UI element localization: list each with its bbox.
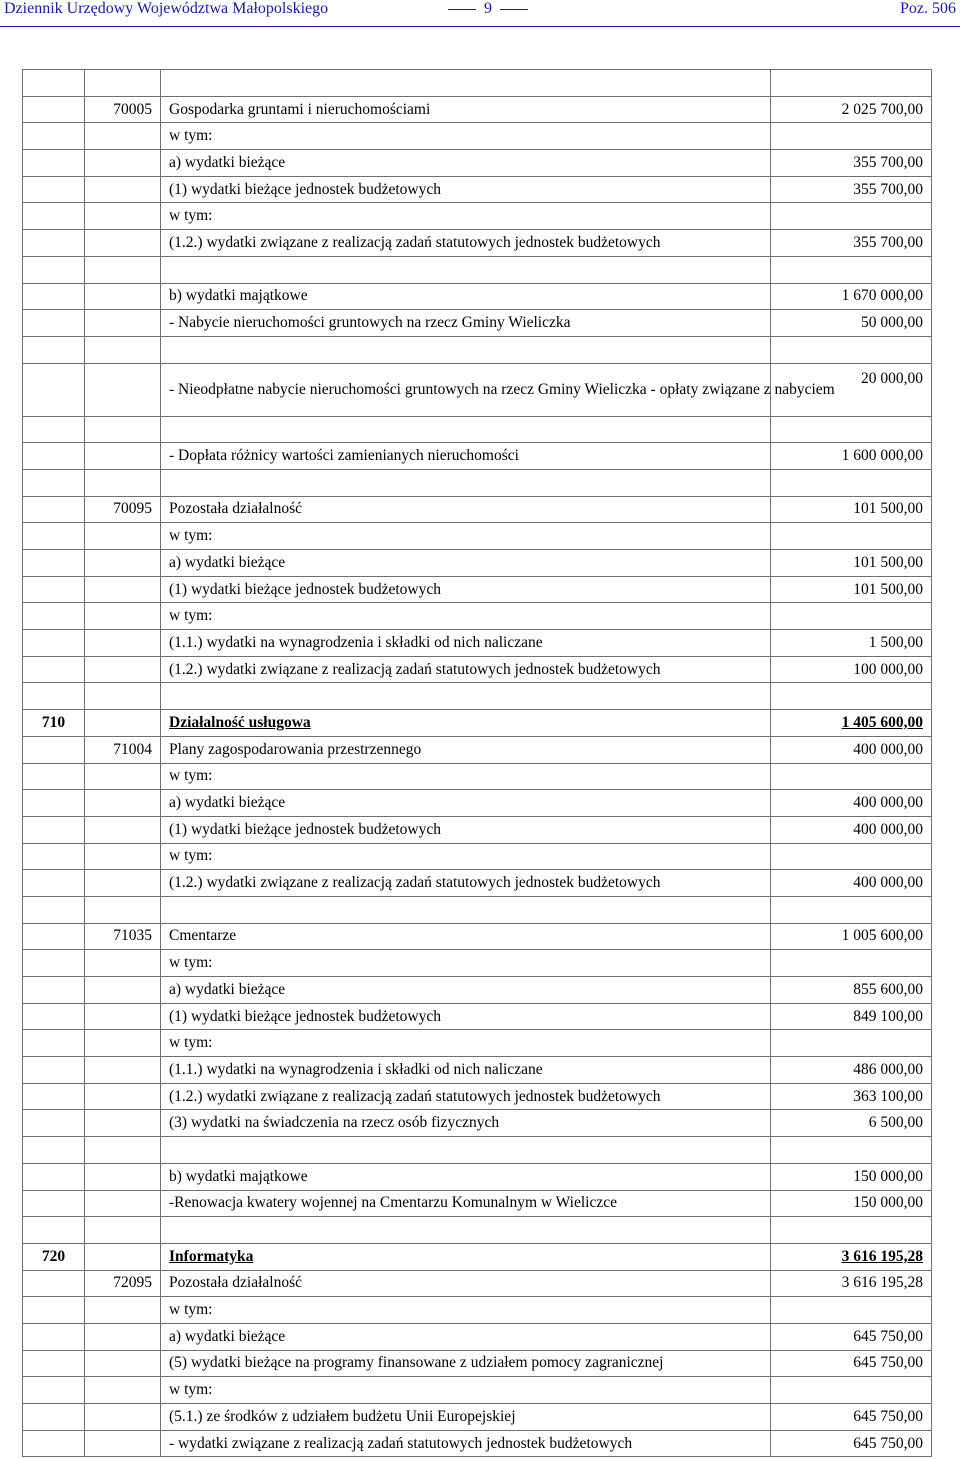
chapter-code-cell bbox=[85, 1404, 161, 1431]
description-cell: a) wydatki bieżące bbox=[161, 1323, 771, 1350]
amount-cell: 1 500,00 bbox=[771, 630, 932, 657]
page-number-dash-left bbox=[448, 9, 476, 10]
budget-table bbox=[22, 69, 932, 1457]
section-code-cell bbox=[23, 123, 85, 150]
table-row bbox=[23, 896, 932, 923]
chapter-code-cell bbox=[85, 1297, 161, 1324]
section-code-cell bbox=[23, 1270, 85, 1297]
chapter-code-cell bbox=[85, 1163, 161, 1190]
chapter-code-cell bbox=[85, 1323, 161, 1350]
amount-cell: 645 750,00 bbox=[771, 1430, 932, 1457]
chapter-code-cell bbox=[85, 843, 161, 870]
amount-cell bbox=[771, 950, 932, 977]
description-cell: a) wydatki bieżące bbox=[161, 550, 771, 577]
section-code-cell bbox=[23, 1110, 85, 1137]
description-cell: (1.2.) wydatki związane z realizacją zadań statutowych jednostek budżetowych bbox=[161, 656, 771, 683]
amount-cell bbox=[771, 896, 932, 923]
section-code-cell bbox=[23, 203, 85, 230]
section-code-cell bbox=[23, 950, 85, 977]
chapter-code-cell bbox=[85, 603, 161, 630]
section-code-cell bbox=[23, 469, 85, 496]
chapter-code-cell bbox=[85, 630, 161, 657]
section-code-cell bbox=[23, 763, 85, 790]
chapter-code-cell: 70005 bbox=[85, 96, 161, 123]
amount-cell: 400 000,00 bbox=[771, 870, 932, 897]
chapter-code-cell bbox=[85, 310, 161, 337]
section-code-cell bbox=[23, 977, 85, 1004]
table-row bbox=[23, 1137, 932, 1164]
description-cell: - Dopłata różnicy wartości zamienianych nieruchomości bbox=[161, 443, 771, 470]
chapter-code-cell: 72095 bbox=[85, 1270, 161, 1297]
table-row bbox=[23, 683, 932, 710]
table-row bbox=[23, 736, 932, 763]
amount-cell: 363 100,00 bbox=[771, 1083, 932, 1110]
amount-cell bbox=[771, 1030, 932, 1057]
chapter-code-cell bbox=[85, 950, 161, 977]
amount-cell: 101 500,00 bbox=[771, 496, 932, 523]
chapter-code-cell bbox=[85, 469, 161, 496]
table-row bbox=[23, 1110, 932, 1137]
description-cell: a) wydatki bieżące bbox=[161, 790, 771, 817]
table-row bbox=[23, 1190, 932, 1217]
chapter-code-cell bbox=[85, 416, 161, 443]
description-cell bbox=[161, 336, 771, 363]
description-cell: (5) wydatki bieżące na programy finansowane z udziałem pomocy zagranicznej bbox=[161, 1350, 771, 1377]
chapter-code-cell bbox=[85, 1030, 161, 1057]
amount-cell: 645 750,00 bbox=[771, 1323, 932, 1350]
description-cell: - Nieodpłatne nabycie nieruchomości gruntowych na rzecz Gminy Wieliczka - opłaty związane z nabyciem bbox=[161, 363, 771, 416]
chapter-code-cell bbox=[85, 576, 161, 603]
section-code-cell bbox=[23, 1057, 85, 1084]
table-row bbox=[23, 203, 932, 230]
amount-cell: 400 000,00 bbox=[771, 816, 932, 843]
section-code-cell bbox=[23, 630, 85, 657]
table-row bbox=[23, 550, 932, 577]
amount-cell: 355 700,00 bbox=[771, 150, 932, 177]
chapter-code-cell bbox=[85, 790, 161, 817]
table-row bbox=[23, 843, 932, 870]
description-cell: (3) wydatki na świadczenia na rzecz osób fizycznych bbox=[161, 1110, 771, 1137]
description-cell: -Renowacja kwatery wojennej na Cmentarzu Komunalnym w Wieliczce bbox=[161, 1190, 771, 1217]
table-row bbox=[23, 1030, 932, 1057]
amount-cell: 400 000,00 bbox=[771, 736, 932, 763]
table-row bbox=[23, 1404, 932, 1431]
section-code-cell bbox=[23, 230, 85, 257]
chapter-code-cell: 70095 bbox=[85, 496, 161, 523]
chapter-code-cell bbox=[85, 363, 161, 416]
page-number-dash-right bbox=[500, 9, 528, 10]
chapter-code-cell bbox=[85, 256, 161, 283]
amount-cell bbox=[771, 70, 932, 97]
description-cell: (1.1.) wydatki na wynagrodzenia i składki od nich naliczane bbox=[161, 1057, 771, 1084]
chapter-code-cell bbox=[85, 550, 161, 577]
table-row bbox=[23, 1377, 932, 1404]
description-cell: (5.1.) ze środków z udziałem budżetu Unii Europejskiej bbox=[161, 1404, 771, 1431]
description-cell: (1.2.) wydatki związane z realizacją zadań statutowych jednostek budżetowych bbox=[161, 1083, 771, 1110]
section-code-cell bbox=[23, 1137, 85, 1164]
chapter-code-cell bbox=[85, 1243, 161, 1270]
chapter-code-cell bbox=[85, 1350, 161, 1377]
section-code-cell bbox=[23, 256, 85, 283]
description-cell: w tym: bbox=[161, 123, 771, 150]
table-row bbox=[23, 70, 932, 97]
table-row bbox=[23, 256, 932, 283]
table-row bbox=[23, 790, 932, 817]
section-code-cell bbox=[23, 1297, 85, 1324]
section-code-cell bbox=[23, 1190, 85, 1217]
chapter-code-cell bbox=[85, 763, 161, 790]
section-code-cell bbox=[23, 683, 85, 710]
table-row bbox=[23, 443, 932, 470]
section-code-cell bbox=[23, 70, 85, 97]
section-row bbox=[23, 1243, 932, 1270]
table-row bbox=[23, 283, 932, 310]
amount-cell bbox=[771, 603, 932, 630]
description-cell: Cmentarze bbox=[161, 923, 771, 950]
section-code-cell bbox=[23, 603, 85, 630]
amount-cell: 100 000,00 bbox=[771, 656, 932, 683]
table-row bbox=[23, 1083, 932, 1110]
table-row bbox=[23, 336, 932, 363]
section-code-cell bbox=[23, 656, 85, 683]
description-cell bbox=[161, 1137, 771, 1164]
table-row bbox=[23, 123, 932, 150]
chapter-code-cell bbox=[85, 123, 161, 150]
chapter-code-cell bbox=[85, 336, 161, 363]
section-row bbox=[23, 710, 932, 737]
amount-cell: 355 700,00 bbox=[771, 230, 932, 257]
chapter-code-cell bbox=[85, 870, 161, 897]
section-code-cell bbox=[23, 176, 85, 203]
amount-cell: 20 000,00 bbox=[771, 363, 932, 416]
amount-cell: 849 100,00 bbox=[771, 1003, 932, 1030]
section-code-cell bbox=[23, 923, 85, 950]
amount-cell: 101 500,00 bbox=[771, 576, 932, 603]
table-row bbox=[23, 603, 932, 630]
section-code-cell bbox=[23, 150, 85, 177]
chapter-code-cell bbox=[85, 523, 161, 550]
description-cell: - Nabycie nieruchomości gruntowych na rzecz Gminy Wieliczka bbox=[161, 310, 771, 337]
description-cell: Działalność usługowa bbox=[161, 710, 771, 737]
chapter-code-cell bbox=[85, 203, 161, 230]
amount-cell: 400 000,00 bbox=[771, 790, 932, 817]
amount-cell bbox=[771, 1137, 932, 1164]
table-row bbox=[23, 923, 932, 950]
description-cell: b) wydatki majątkowe bbox=[161, 1163, 771, 1190]
description-cell: w tym: bbox=[161, 603, 771, 630]
chapter-code-cell bbox=[85, 1083, 161, 1110]
table-row bbox=[23, 576, 932, 603]
description-cell bbox=[161, 70, 771, 97]
amount-cell: 3 616 195,28 bbox=[771, 1243, 932, 1270]
section-code-cell bbox=[23, 496, 85, 523]
amount-cell bbox=[771, 683, 932, 710]
amount-cell bbox=[771, 523, 932, 550]
section-code-cell bbox=[23, 1217, 85, 1244]
description-cell: (1.2.) wydatki związane z realizacją zadań statutowych jednostek budżetowych bbox=[161, 870, 771, 897]
chapter-code-cell bbox=[85, 1110, 161, 1137]
description-cell: (1) wydatki bieżące jednostek budżetowych bbox=[161, 576, 771, 603]
chapter-code-cell bbox=[85, 443, 161, 470]
section-code-cell bbox=[23, 843, 85, 870]
amount-cell: 1 005 600,00 bbox=[771, 923, 932, 950]
chapter-code-cell bbox=[85, 710, 161, 737]
chapter-code-cell: 71035 bbox=[85, 923, 161, 950]
description-cell: b) wydatki majątkowe bbox=[161, 283, 771, 310]
description-cell bbox=[161, 896, 771, 923]
section-code-cell bbox=[23, 283, 85, 310]
table-row bbox=[23, 950, 932, 977]
chapter-code-cell bbox=[85, 230, 161, 257]
chapter-code-cell bbox=[85, 1137, 161, 1164]
amount-cell bbox=[771, 843, 932, 870]
amount-cell: 486 000,00 bbox=[771, 1057, 932, 1084]
table-row bbox=[23, 977, 932, 1004]
section-code-cell bbox=[23, 336, 85, 363]
amount-cell: 645 750,00 bbox=[771, 1350, 932, 1377]
description-cell: w tym: bbox=[161, 523, 771, 550]
section-code-cell bbox=[23, 363, 85, 416]
description-cell: Informatyka bbox=[161, 1243, 771, 1270]
amount-cell bbox=[771, 1377, 932, 1404]
table-row bbox=[23, 1270, 932, 1297]
amount-cell: 101 500,00 bbox=[771, 550, 932, 577]
header-rule bbox=[0, 26, 960, 27]
description-cell bbox=[161, 683, 771, 710]
table-row bbox=[23, 176, 932, 203]
chapter-code-cell bbox=[85, 1217, 161, 1244]
amount-cell: 1 670 000,00 bbox=[771, 283, 932, 310]
section-code-cell bbox=[23, 96, 85, 123]
amount-cell: 6 500,00 bbox=[771, 1110, 932, 1137]
section-code-cell bbox=[23, 1083, 85, 1110]
table-row bbox=[23, 630, 932, 657]
amount-cell: 150 000,00 bbox=[771, 1190, 932, 1217]
description-cell: w tym: bbox=[161, 1377, 771, 1404]
table-row bbox=[23, 1057, 932, 1084]
table-row bbox=[23, 1350, 932, 1377]
chapter-code-cell bbox=[85, 176, 161, 203]
table-row bbox=[23, 1297, 932, 1324]
description-cell: w tym: bbox=[161, 203, 771, 230]
chapter-code-cell bbox=[85, 1377, 161, 1404]
section-code-cell bbox=[23, 1030, 85, 1057]
table-row bbox=[23, 363, 932, 416]
section-code-cell bbox=[23, 576, 85, 603]
chapter-code-cell bbox=[85, 683, 161, 710]
description-cell: - wydatki związane z realizacją zadań statutowych jednostek budżetowych bbox=[161, 1430, 771, 1457]
section-code-cell bbox=[23, 1003, 85, 1030]
section-code-cell bbox=[23, 870, 85, 897]
amount-cell bbox=[771, 203, 932, 230]
section-code-cell bbox=[23, 310, 85, 337]
section-code-cell bbox=[23, 790, 85, 817]
amount-cell: 1 405 600,00 bbox=[771, 710, 932, 737]
chapter-code-cell: 71004 bbox=[85, 736, 161, 763]
section-code-cell: 710 bbox=[23, 710, 85, 737]
description-cell: Pozostała działalność bbox=[161, 496, 771, 523]
amount-cell bbox=[771, 256, 932, 283]
table-row bbox=[23, 816, 932, 843]
table-row bbox=[23, 523, 932, 550]
amount-cell bbox=[771, 336, 932, 363]
page-number bbox=[440, 0, 536, 18]
description-cell: w tym: bbox=[161, 1030, 771, 1057]
section-code-cell bbox=[23, 1350, 85, 1377]
section-code-cell: 720 bbox=[23, 1243, 85, 1270]
table-row bbox=[23, 469, 932, 496]
table-row bbox=[23, 150, 932, 177]
description-cell: (1) wydatki bieżące jednostek budżetowych bbox=[161, 1003, 771, 1030]
amount-cell: 355 700,00 bbox=[771, 176, 932, 203]
amount-cell bbox=[771, 763, 932, 790]
chapter-code-cell bbox=[85, 1003, 161, 1030]
description-cell: w tym: bbox=[161, 763, 771, 790]
table-row bbox=[23, 230, 932, 257]
table-row bbox=[23, 1430, 932, 1457]
description-cell bbox=[161, 256, 771, 283]
chapter-code-cell bbox=[85, 1430, 161, 1457]
table-row bbox=[23, 310, 932, 337]
budget-table-body bbox=[23, 70, 932, 1457]
section-code-cell bbox=[23, 1323, 85, 1350]
table-row bbox=[23, 96, 932, 123]
description-cell bbox=[161, 1217, 771, 1244]
table-row bbox=[23, 870, 932, 897]
description-cell: w tym: bbox=[161, 950, 771, 977]
amount-cell: 50 000,00 bbox=[771, 310, 932, 337]
amount-cell: 855 600,00 bbox=[771, 977, 932, 1004]
description-cell bbox=[161, 469, 771, 496]
journal-title: Dziennik Urzędowy Województwa Małopolskiego bbox=[4, 0, 329, 17]
section-code-cell bbox=[23, 816, 85, 843]
position-number: Poz. 506 bbox=[900, 0, 956, 17]
section-code-cell bbox=[23, 550, 85, 577]
chapter-code-cell bbox=[85, 1190, 161, 1217]
description-cell: (1) wydatki bieżące jednostek budżetowych bbox=[161, 176, 771, 203]
page-header bbox=[0, 0, 960, 28]
amount-cell bbox=[771, 1297, 932, 1324]
page-number-text: 9 bbox=[484, 0, 492, 17]
amount-cell: 2 025 700,00 bbox=[771, 96, 932, 123]
description-cell: (1.2.) wydatki związane z realizacją zadań statutowych jednostek budżetowych bbox=[161, 230, 771, 257]
amount-cell bbox=[771, 123, 932, 150]
section-code-cell bbox=[23, 523, 85, 550]
chapter-code-cell bbox=[85, 283, 161, 310]
section-code-cell bbox=[23, 443, 85, 470]
description-cell: w tym: bbox=[161, 1297, 771, 1324]
table-row bbox=[23, 1163, 932, 1190]
table-row bbox=[23, 1323, 932, 1350]
section-code-cell bbox=[23, 736, 85, 763]
amount-cell bbox=[771, 469, 932, 496]
amount-cell: 645 750,00 bbox=[771, 1404, 932, 1431]
table-row bbox=[23, 1217, 932, 1244]
section-code-cell bbox=[23, 1377, 85, 1404]
description-cell bbox=[161, 416, 771, 443]
description-cell: Plany zagospodarowania przestrzennego bbox=[161, 736, 771, 763]
amount-cell: 3 616 195,28 bbox=[771, 1270, 932, 1297]
description-cell: a) wydatki bieżące bbox=[161, 977, 771, 1004]
table-row bbox=[23, 496, 932, 523]
description-cell: Pozostała działalność bbox=[161, 1270, 771, 1297]
description-cell: (1) wydatki bieżące jednostek budżetowych bbox=[161, 816, 771, 843]
amount-cell: 150 000,00 bbox=[771, 1163, 932, 1190]
amount-cell bbox=[771, 416, 932, 443]
chapter-code-cell bbox=[85, 150, 161, 177]
chapter-code-cell bbox=[85, 896, 161, 923]
table-row bbox=[23, 763, 932, 790]
table-row bbox=[23, 656, 932, 683]
chapter-code-cell bbox=[85, 1057, 161, 1084]
section-code-cell bbox=[23, 1404, 85, 1431]
description-cell: (1.1.) wydatki na wynagrodzenia i składki od nich naliczane bbox=[161, 630, 771, 657]
description-cell: Gospodarka gruntami i nieruchomościami bbox=[161, 96, 771, 123]
chapter-code-cell bbox=[85, 656, 161, 683]
chapter-code-cell bbox=[85, 977, 161, 1004]
chapter-code-cell bbox=[85, 816, 161, 843]
section-code-cell bbox=[23, 416, 85, 443]
description-cell: w tym: bbox=[161, 843, 771, 870]
description-cell: a) wydatki bieżące bbox=[161, 150, 771, 177]
section-code-cell bbox=[23, 1430, 85, 1457]
amount-cell bbox=[771, 1217, 932, 1244]
amount-cell: 1 600 000,00 bbox=[771, 443, 932, 470]
table-row bbox=[23, 1003, 932, 1030]
chapter-code-cell bbox=[85, 70, 161, 97]
table-row bbox=[23, 416, 932, 443]
section-code-cell bbox=[23, 896, 85, 923]
section-code-cell bbox=[23, 1163, 85, 1190]
